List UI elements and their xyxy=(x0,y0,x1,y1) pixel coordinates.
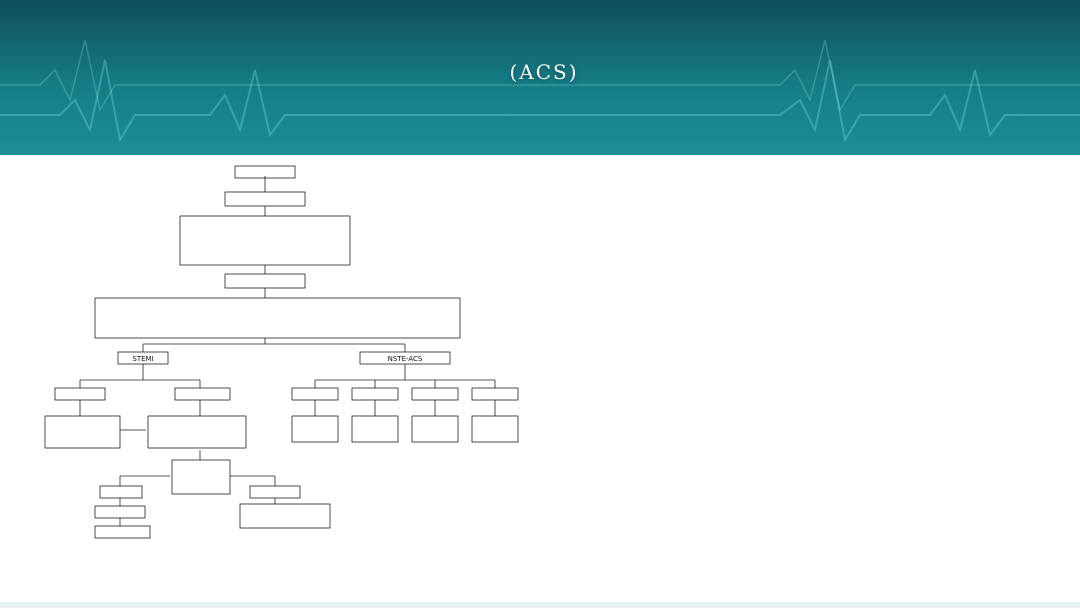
title-banner xyxy=(0,0,1080,155)
node-nste-acs: NSTE-ACS xyxy=(387,355,423,363)
title-suffix: (ACS) xyxy=(509,60,579,84)
footer-strip xyxy=(0,602,1080,608)
page-title xyxy=(0,46,1080,95)
acs-flowchart xyxy=(40,158,520,548)
node-stemi: STEMI xyxy=(132,355,154,363)
